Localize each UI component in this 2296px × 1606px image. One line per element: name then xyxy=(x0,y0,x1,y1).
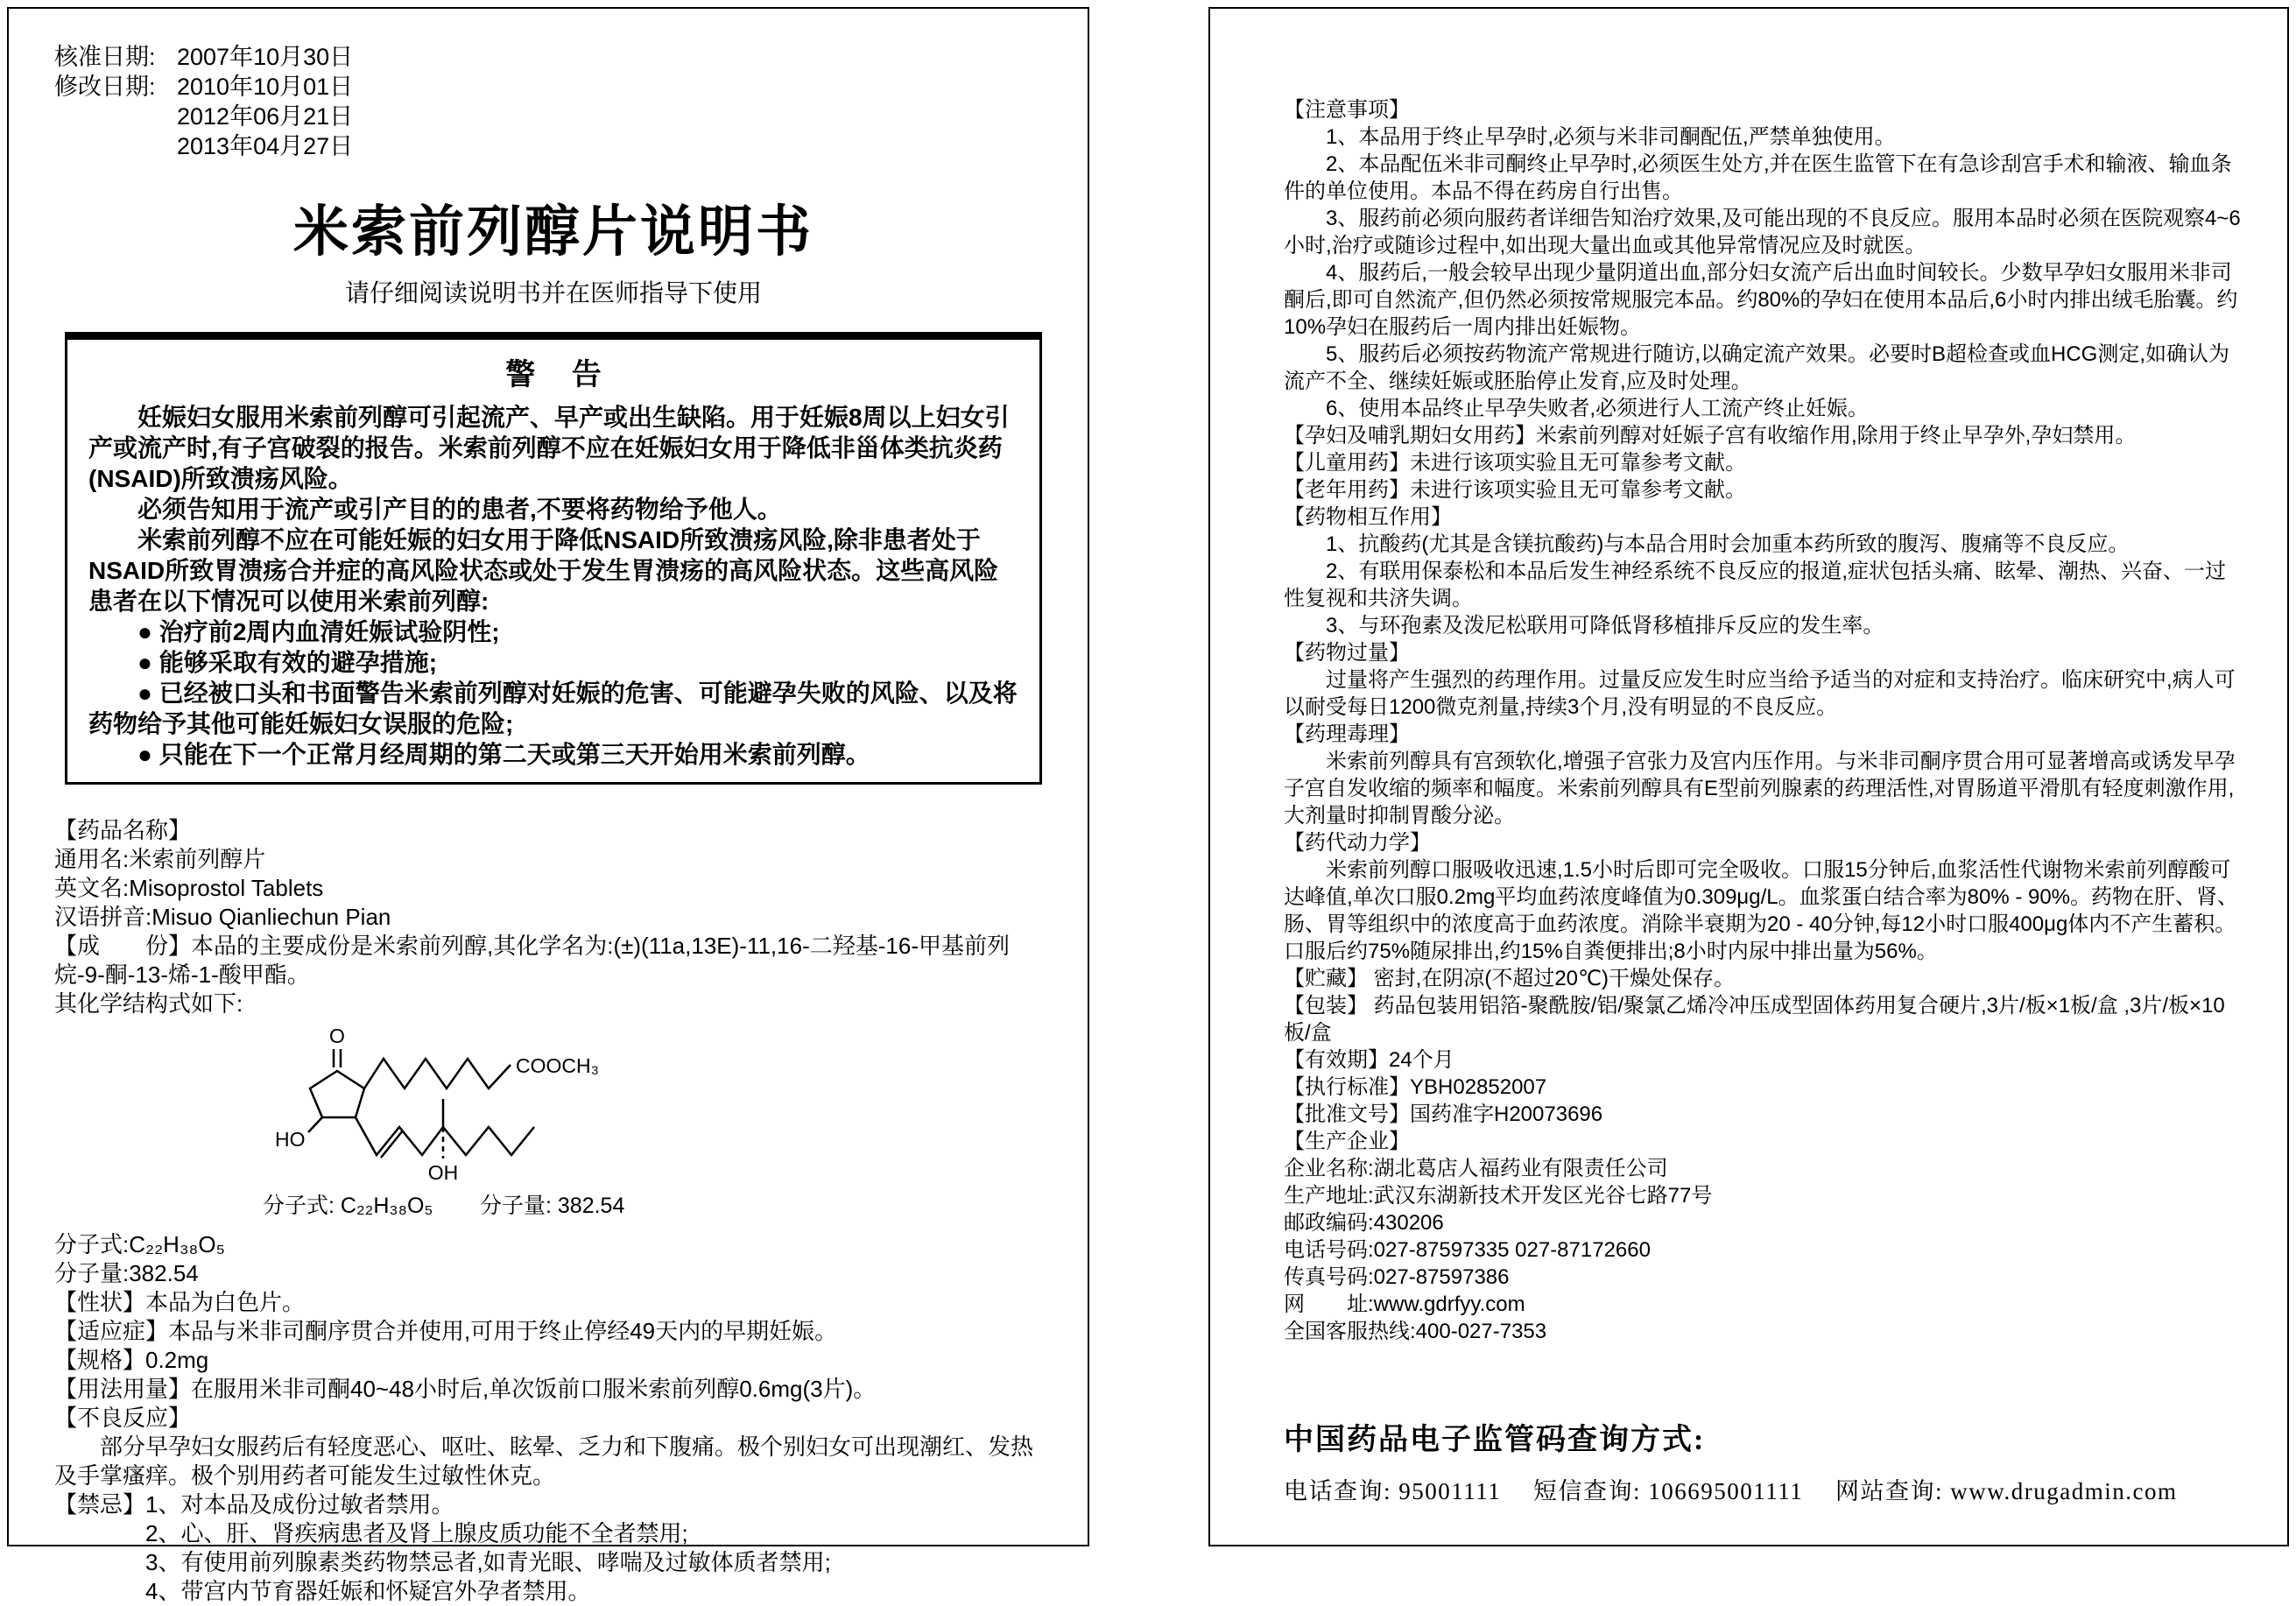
section-composition: 【成 份】本品的主要成份是米索前列醇,其化学名为:(±)(11a,13E)-11,16-二羟基-16-甲基前列烷-9-酮-13-烯-1-酸甲酯。 xyxy=(54,933,1010,988)
revision-date-value: 2010年10月01日 xyxy=(177,74,354,100)
revision-date-value: 2012年06月21日 xyxy=(177,103,354,130)
warning-bullet: ● 治疗前2周内血清妊娠试验阴性; xyxy=(137,618,500,645)
section-storage: 【贮藏】 密封,在阴凉(不超过20℃)干燥处保存。 xyxy=(1284,967,1735,990)
company-website-line: 网 址:www.gdrfyy.com xyxy=(1284,1293,1525,1316)
supervision-query-line: 电话查询: 95001111 短信查询: 106695001111 网站查询: www.drugadmin.com xyxy=(1284,1478,2178,1504)
leaflet-page-right xyxy=(1208,7,2289,1546)
contraindication-item: 2、心、肝、肾疾病患者及肾上腺皮质功能不全者禁用; xyxy=(145,1520,688,1546)
left-body xyxy=(54,816,1053,1606)
section-properties: 【性状】本品为白色片。 xyxy=(54,1289,306,1315)
molecular-formula-line: 分子式:C₂₂H₃₈O₅ xyxy=(54,1231,226,1257)
section-drug-name-heading: 【药品名称】 xyxy=(54,817,192,843)
pinyin-line: 汉语拼音:Misuo Qianliechun Pian xyxy=(54,904,391,930)
section-adverse-heading: 【不良反应】 xyxy=(54,1405,192,1431)
drug-supervision-block xyxy=(1284,1415,2229,1506)
section-children: 【儿童用药】未进行该项实验且无可靠参考文献。 xyxy=(1284,451,1746,475)
warning-bullet: ● 只能在下一个正常月经周期的第二天或第三天开始用米索前列醇。 xyxy=(137,741,870,768)
cyclopentane-ring xyxy=(310,1071,364,1117)
revision-date-label: 修改日期: xyxy=(54,74,156,100)
section-interactions-heading: 【药物相互作用】 xyxy=(1284,505,1452,529)
precaution-item: 3、服药前必须向服药者详细告知治疗效果,及可能出现的不良反应。服用本品时必须在医院观察4~6小时,治疗或随诊过程中,如出现大量出血或其他异常情况应及时就医。 xyxy=(1284,207,2241,257)
right-body xyxy=(1284,96,2245,1345)
page-subtitle: 请仔细阅读说明书并在医师指导下使用 xyxy=(344,279,762,306)
warning-bullet: ● 能够采取有效的避孕措施; xyxy=(137,649,438,676)
section-precautions-heading: 【注意事项】 xyxy=(1284,98,1410,122)
section-validity: 【有效期】24个月 xyxy=(1284,1048,1454,1072)
precaution-item: 5、服药后必须按药物流产常规进行随访,以确定流产效果。必要时B超检查或血HCG测定,如确认为流产不全、继续妊娠或胚胎停止发育,应及时处理。 xyxy=(1284,342,2230,393)
contraindication-item: 4、带宫内节育器妊娠和怀疑宫外孕者禁用。 xyxy=(145,1578,591,1604)
page-title: 米索前列醇片说明书 xyxy=(293,201,813,263)
interaction-item: 2、有联用保泰松和本品后发生神经系统不良反应的报道,症状包括头痛、眩晕、潮热、兴奋、一过性复视和共济失调。 xyxy=(1284,560,2227,610)
approval-dates xyxy=(54,42,1053,161)
warning-paragraph: 妊娠妇女服用米索前列醇可引起流产、早产或出生缺陷。用于妊娠8周以上妇女引产或流产时,有子宫破裂的报告。米索前列醇不应在妊娠妇女用于降低非甾体类抗炎药(NSAID)所致溃疡风险。 xyxy=(88,404,1010,492)
contraindication-item: 3、有使用前列腺素类药物禁忌者,如青光眼、哮喘及过敏体质者禁用; xyxy=(145,1549,831,1575)
structure-intro-line: 其化学结构式如下: xyxy=(54,990,243,1017)
ho-label: HO xyxy=(275,1128,306,1151)
revision-date-row xyxy=(54,131,1053,161)
oh-label: OH xyxy=(427,1161,459,1184)
warning-bullet: ● 已经被口头和书面警告米索前列醇对妊娠的危害、可能避孕失败的风险、以及将药物给予其他可能妊娠妇女误服的危险; xyxy=(88,680,1018,737)
revision-date-row xyxy=(54,72,1053,102)
section-strength: 【规格】0.2mg xyxy=(54,1347,209,1373)
chemical-structure-figure xyxy=(217,1025,1053,1227)
section-elderly: 【老年用药】未进行该项实验且无可靠参考文献。 xyxy=(1284,478,1746,502)
generic-name-line: 通用名:米索前列醇片 xyxy=(54,846,266,872)
warning-box xyxy=(65,332,1042,785)
weight-caption: 分子量: 382.54 xyxy=(480,1194,625,1218)
supervision-title: 中国药品电子监管码查询方式: xyxy=(1284,1424,1706,1456)
molecular-weight-line: 分子量:382.54 xyxy=(54,1260,199,1286)
section-dosage: 【用法用量】在服用米非司酮40~48小时后,单次饭前口服米索前列醇0.6mg(3片)。 xyxy=(54,1376,877,1402)
ho-bond xyxy=(308,1117,322,1132)
formula-caption: 分子式: C₂₂H₃₈O₅ xyxy=(263,1194,433,1218)
english-name-line: 英文名:Misoprostol Tablets xyxy=(54,875,324,901)
warning-paragraph: 必须告知用于流产或引产目的的患者,不要将药物给予他人。 xyxy=(137,496,782,523)
revision-date-row xyxy=(54,102,1053,131)
section-pharmacokinetics-heading: 【药代动力学】 xyxy=(1284,831,1431,855)
company-address-line: 生产地址:武汉东湖新技术开发区光谷七路77号 xyxy=(1284,1184,1713,1208)
company-phone-line: 电话号码:027-87597335 027-87172660 xyxy=(1284,1238,1651,1262)
revision-date-value: 2013年04月27日 xyxy=(177,133,354,159)
adverse-body: 部分早孕妇女服药后有轻度恶心、呕吐、眩晕、乏力和下腹痛。极个别妇女可出现潮红、发热及手掌瘙痒。极个别用药者可能发生过敏性休克。 xyxy=(54,1433,1034,1489)
pharmacology-body: 米索前列醇具有宫颈软化,增强子宫张力及宫内压作用。与米非司酮序贯合用可显著增高或诱发早孕子宫自发收缩的频率和幅度。米索前列醇具有E型前列腺素的药理活性,对胃肠道平滑肌有轻度刺激作用,大剂量时抑制胃酸分泌。 xyxy=(1284,750,2236,828)
ketone-oxygen-label: O xyxy=(329,1025,345,1047)
section-approval-no: 【批准文号】国药准字H20073696 xyxy=(1284,1102,1603,1126)
approval-date-label: 核准日期: xyxy=(54,44,156,70)
company-name-line: 企业名称:湖北葛店人福药业有限责任公司 xyxy=(1284,1157,1668,1180)
section-packaging: 【包装】 药品包装用铝箔-聚酰胺/铝/聚氯乙烯冷冲压成型固体药用复合硬片,3片/板×1板/盒 ,3片/板×10板/盒 xyxy=(1284,994,2225,1045)
overdose-body: 过量将产生强烈的药理作用。过量反应发生时应当给予适当的对症和支持治疗。临床研究中,病人可以耐受每日1200微克剂量,持续3个月,没有明显的不良反应。 xyxy=(1284,668,2236,719)
chemical-structure-diagram xyxy=(217,1025,664,1220)
approval-date-value: 2007年10月30日 xyxy=(177,44,354,70)
section-indications: 【适应症】本品与米非司酮序贯合并使用,可用于终止停经49天内的早期妊娠。 xyxy=(54,1318,838,1344)
precaution-item: 1、本品用于终止早孕时,必须与米非司酮配伍,严禁单独使用。 xyxy=(1326,125,1896,149)
interaction-item: 1、抗酸药(尤其是含镁抗酸药)与本品合用时会加重本药所致的腹泻、腹痛等不良反应。 xyxy=(1326,532,2130,556)
precaution-item: 4、服药后,一般会较早出现少量阴道出血,部分妇女流产后出血时间较长。少数早孕妇女服用米非司酮后,即可自然流产,但仍然必须按常规服完本品。约80%的孕妇在使用本品后,6小时内排出绒毛胎囊。约10%孕妇在服药后一周内排出妊娠物。 xyxy=(1284,261,2238,339)
precaution-item: 6、使用本品终止早孕失败者,必须进行人工流产终止妊娠。 xyxy=(1326,397,1870,420)
leaflet-page-left xyxy=(7,7,1089,1604)
company-zip-line: 邮政编码:430206 xyxy=(1284,1211,1444,1235)
interaction-item: 3、与环孢素及泼尼松联用可降低肾移植排斥反应的发生率。 xyxy=(1326,614,1884,637)
precaution-item: 2、本品配伍米非司酮终止早孕时,必须医生处方,并在医生监管下在有急诊刮宫手术和输液、输血条件的单位使用。本品不得在药房自行出售。 xyxy=(1284,152,2232,203)
section-standard: 【执行标准】YBH02852007 xyxy=(1284,1075,1547,1099)
approval-date-row xyxy=(54,42,1053,72)
company-fax-line: 传真号码:027-87597386 xyxy=(1284,1265,1510,1289)
warning-paragraph: 米索前列醇不应在可能妊娠的妇女用于降低NSAID所致溃疡风险,除非患者处于NSAID所致胃溃疡合并症的高风险状态或处于发生胃溃疡的高风险状态。这些高风险患者在以下情况可以使用米索前列醇: xyxy=(88,526,999,615)
upper-chain xyxy=(364,1059,511,1088)
company-hotline-line: 全国客服热线:400-027-7353 xyxy=(1284,1320,1547,1343)
warning-heading: 警 告 xyxy=(505,358,616,391)
section-manufacturer-heading: 【生产企业】 xyxy=(1284,1130,1410,1153)
pharmacokinetics-body: 米索前列醇口服吸收迅速,1.5小时后即可完全吸收。口服15分钟后,血浆活性代谢物米索前列醇酸可达峰值,单次口服0.2mg平均血药浓度峰值为0.309μg/L。血浆蛋白结合率为80% - 90%。药物在肝、肾、肠、胃等组织中的浓度高于血药浓度。消除半衰期为20 - 40分钟,每12小时口服400μg体内不产生蓄积。口服后约75%随尿排出,约15%自粪便排出;8小时内尿中排出量为56%。 xyxy=(1284,858,2239,963)
ester-label: COOCH₃ xyxy=(516,1054,599,1077)
section-pregnancy: 【孕妇及哺乳期妇女用药】米索前列醇对妊娠子宫有收缩作用,除用于终止早孕外,孕妇禁用。 xyxy=(1284,424,2137,447)
section-pharmacology-heading: 【药理毒理】 xyxy=(1284,722,1410,746)
section-overdose-heading: 【药物过量】 xyxy=(1284,641,1410,665)
lower-chain xyxy=(356,1117,534,1155)
contraindication-item: 【禁忌】1、对本品及成份过敏者禁用。 xyxy=(54,1491,454,1518)
